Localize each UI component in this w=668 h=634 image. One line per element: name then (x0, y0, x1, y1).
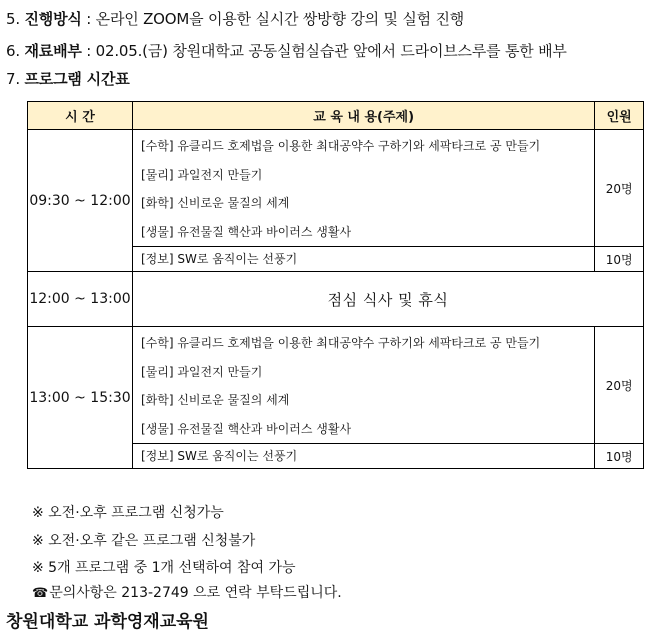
contact-note (32, 582, 342, 602)
program-item: [화학] 신비로운 물질의 세계 (140, 196, 290, 210)
program-item: [수학] 유클리드 호제법을 이용한 최대공약수 구하기와 세팍타크로 공 만들기 (140, 336, 541, 350)
item-label: 프로그램 시간표 (24, 70, 130, 88)
program-schedule-table (27, 101, 644, 469)
item-separator: : (81, 10, 96, 28)
table-header-row (28, 102, 644, 130)
morning-time: 09:30 ~ 12:00 (28, 130, 133, 272)
morning-programs (132, 130, 594, 247)
note-item: ※ 5개 프로그램 중 1개 선택하여 참여 가능 (32, 560, 296, 576)
item-label: 재료배부 (24, 42, 82, 60)
morning-extra-program (132, 247, 594, 272)
item-text: 02.05.(금) 창원대학교 공동실험실습관 앞에서 드라이브스루를 통한 배부 (95, 42, 567, 60)
item-schedule-title (6, 68, 130, 89)
lunch-row (28, 272, 644, 327)
organization-name: 창원대학교 과학영재교육원 (6, 612, 209, 632)
phone-icon: ☎ (32, 586, 49, 601)
header-count: 인원 (595, 102, 644, 130)
item-number: 7. (6, 70, 20, 88)
program-item: [정보] SW로 움직이는 선풍기 (140, 449, 298, 463)
morning-count: 20명 (595, 130, 644, 247)
item-separator: : (81, 42, 96, 60)
item-text: 온라인 ZOOM을 이용한 실시간 쌍방향 강의 및 실험 진행 (95, 10, 465, 28)
program-item: [생물] 유전물질 핵산과 바이러스 생활사 (140, 421, 352, 436)
afternoon-extra-count: 10명 (595, 444, 644, 469)
lunch-time: 12:00 ~ 13:00 (28, 272, 133, 327)
lunch-text: 점심 식사 및 휴식 (132, 272, 643, 327)
afternoon-time: 13:00 ~ 15:30 (28, 327, 133, 469)
afternoon-extra-program (132, 444, 594, 469)
contact-text: 문의사항은 213-2749 으로 연락 부탁드립니다. (49, 585, 342, 601)
header-time: 시 간 (28, 102, 133, 130)
program-item: [물리] 과일전지 만들기 (140, 364, 263, 379)
item-number: 6. (6, 42, 20, 60)
header-content: 교 육 내 용(주제) (132, 102, 594, 130)
program-item: [화학] 신비로운 물질의 세계 (140, 393, 290, 407)
afternoon-row (28, 327, 644, 444)
program-item: [정보] SW로 움직이는 선풍기 (140, 252, 298, 266)
note-item: ※ 오전·오후 프로그램 신청가능 (32, 505, 224, 521)
item-method (6, 8, 464, 29)
item-material (6, 40, 567, 61)
morning-row (28, 130, 644, 247)
program-item: [수학] 유클리드 호제법을 이용한 최대공약수 구하기와 세팍타크로 공 만들기 (140, 139, 541, 153)
program-item: [생물] 유전물질 핵산과 바이러스 생활사 (140, 224, 352, 239)
item-number: 5. (6, 10, 20, 28)
afternoon-count: 20명 (595, 327, 644, 444)
note-item: ※ 오전·오후 같은 프로그램 신청불가 (32, 533, 256, 549)
afternoon-programs (132, 327, 594, 444)
program-item: [물리] 과일전지 만들기 (140, 167, 263, 182)
morning-extra-count: 10명 (595, 247, 644, 272)
item-label: 진행방식 (24, 10, 82, 28)
